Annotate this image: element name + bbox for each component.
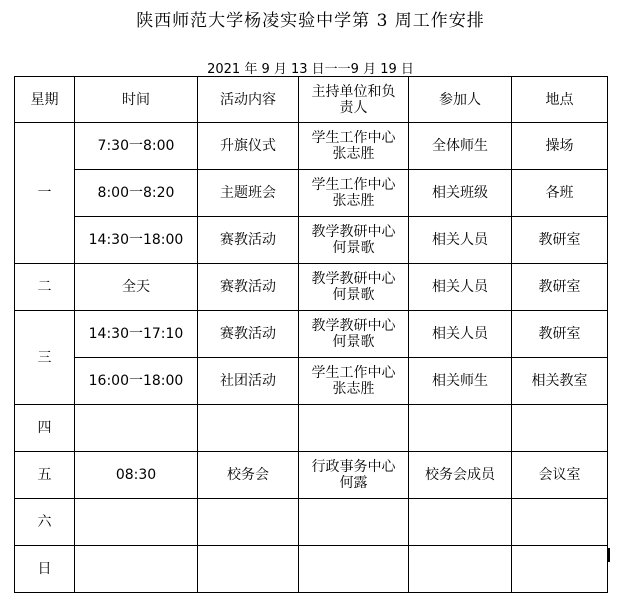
host-cell: 行政事务中心 何露: [299, 452, 409, 499]
participants-cell: 相关班级: [409, 170, 512, 217]
location-cell: [512, 499, 608, 546]
day-cell-tue: 二: [15, 264, 75, 311]
header-row: [15, 77, 608, 123]
day-cell-mon: 一: [15, 123, 75, 264]
time-cell: 14:30一17:10: [75, 311, 198, 358]
header-time: 时间: [75, 77, 198, 123]
location-cell: [512, 546, 608, 593]
header-participants: 参加人: [409, 77, 512, 123]
header-location: 地点: [512, 77, 608, 123]
host-cell: [299, 405, 409, 452]
time-cell: 8:00一8:20: [75, 170, 198, 217]
participants-cell: 相关师生: [409, 358, 512, 405]
document-title: 陕西师范大学杨凌实验中学第 3 周工作安排: [136, 11, 485, 31]
activity-cell: [198, 499, 299, 546]
table-row: [15, 358, 608, 405]
participants-cell: 相关人员: [409, 264, 512, 311]
host-cell: 教学教研中心 何景歌: [299, 311, 409, 358]
activity-cell: [198, 546, 299, 593]
time-cell: 08:30: [75, 452, 198, 499]
activity-cell: 校务会: [198, 452, 299, 499]
time-cell: [75, 499, 198, 546]
day-cell-sat: 六: [15, 499, 75, 546]
activity-cell: 赛教活动: [198, 264, 299, 311]
activity-cell: 社团活动: [198, 358, 299, 405]
schedule-table: [14, 76, 608, 593]
table-row: [15, 311, 608, 358]
table-row: [15, 123, 608, 170]
time-cell: [75, 546, 198, 593]
date-range: 2021 年 9 月 13 日一一9 月 19 日: [207, 62, 414, 77]
table-row: [15, 217, 608, 264]
header-day: 星期: [15, 77, 75, 123]
location-cell: 各班: [512, 170, 608, 217]
location-cell: [512, 405, 608, 452]
table-row: [15, 405, 608, 452]
participants-cell: 校务会成员: [409, 452, 512, 499]
time-cell: [75, 405, 198, 452]
location-cell: 操场: [512, 123, 608, 170]
activity-cell: 赛教活动: [198, 217, 299, 264]
host-cell: 学生工作中心 张志胜: [299, 123, 409, 170]
participants-cell: [409, 499, 512, 546]
table-row: [15, 170, 608, 217]
location-cell: 教研室: [512, 311, 608, 358]
participants-cell: 相关人员: [409, 217, 512, 264]
participants-cell: 相关人员: [409, 311, 512, 358]
location-cell: 相关教室: [512, 358, 608, 405]
participants-cell: [409, 546, 512, 593]
table-row: [15, 452, 608, 499]
activity-cell: 主题班会: [198, 170, 299, 217]
location-cell: 会议室: [512, 452, 608, 499]
activity-cell: [198, 405, 299, 452]
header-host: 主持单位和负 责人: [299, 77, 409, 123]
location-cell: 教研室: [512, 217, 608, 264]
activity-cell: 赛教活动: [198, 311, 299, 358]
location-cell: 教研室: [512, 264, 608, 311]
day-cell-wed: 三: [15, 311, 75, 405]
activity-cell: 升旗仪式: [198, 123, 299, 170]
participants-cell: [409, 405, 512, 452]
participants-cell: 全体师生: [409, 123, 512, 170]
header-activity: 活动内容: [198, 77, 299, 123]
time-cell: 全天: [75, 264, 198, 311]
day-cell-fri: 五: [15, 452, 75, 499]
day-cell-sun: 日: [15, 546, 75, 593]
day-cell-thu: 四: [15, 405, 75, 452]
time-cell: 14:30一18:00: [75, 217, 198, 264]
host-cell: 学生工作中心 张志胜: [299, 358, 409, 405]
host-cell: [299, 546, 409, 593]
table-row: [15, 499, 608, 546]
edge-mark: [608, 548, 610, 562]
host-cell: 教学教研中心 何景歌: [299, 264, 409, 311]
host-cell: 学生工作中心 张志胜: [299, 170, 409, 217]
host-cell: [299, 499, 409, 546]
host-cell: 教学教研中心 何景歌: [299, 217, 409, 264]
table-row: [15, 546, 608, 593]
table-row: [15, 264, 608, 311]
time-cell: 7:30一8:00: [75, 123, 198, 170]
time-cell: 16:00一18:00: [75, 358, 198, 405]
